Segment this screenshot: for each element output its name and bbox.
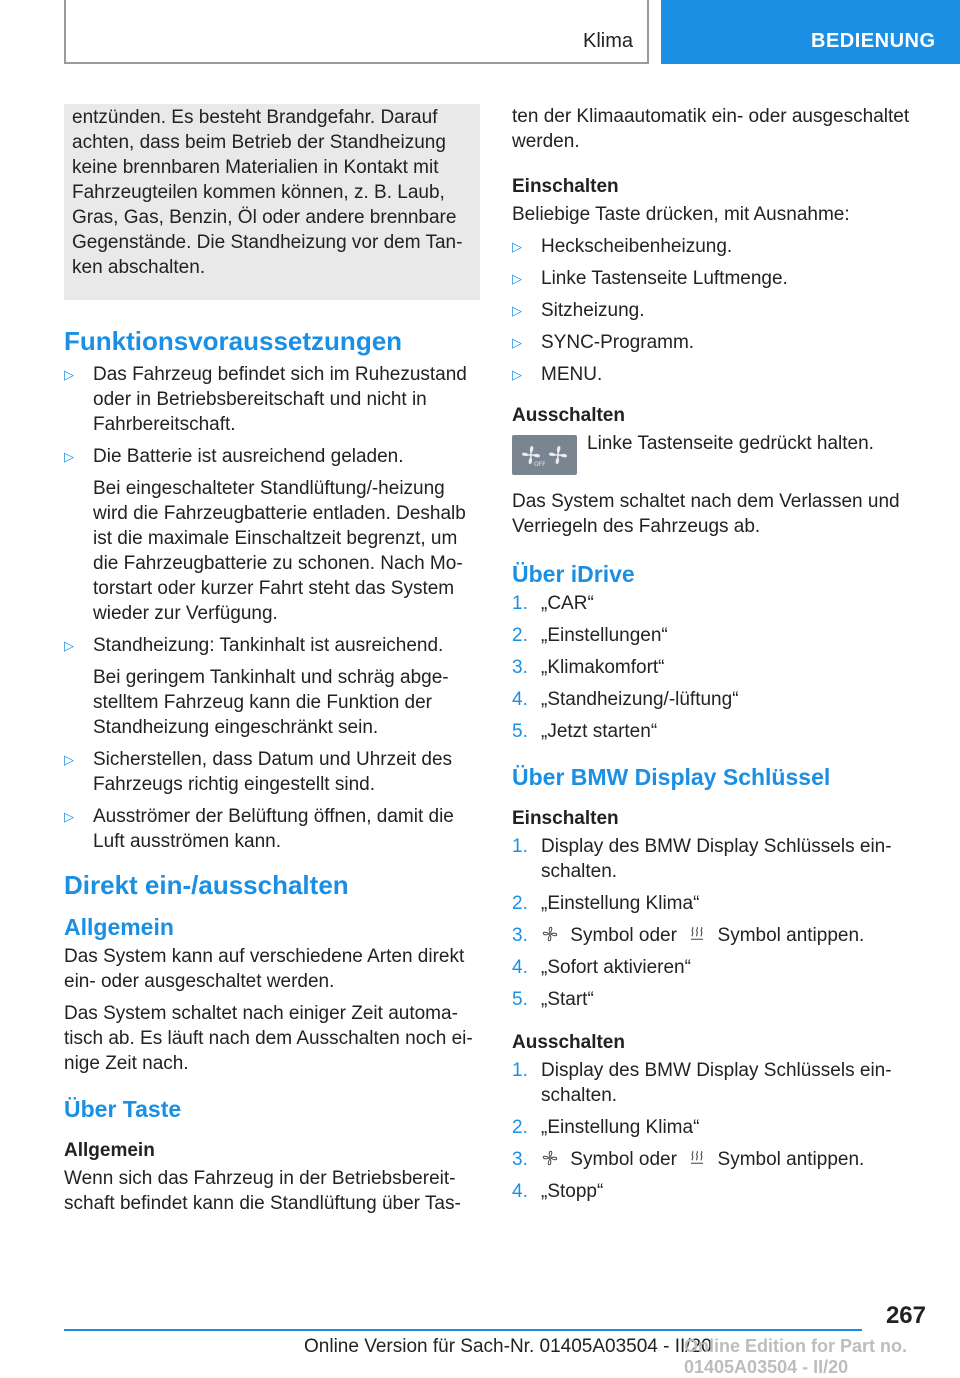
heading-ueber-idrive: Über iDrive <box>512 561 635 587</box>
list-item: 1. „CAR“ <box>512 593 594 614</box>
header-chapter-box <box>661 0 960 64</box>
list-item: 1. Display des BMW Display Schlüssels einschalten. <box>512 836 892 882</box>
list-item: 3. „Klimakomfort“ <box>512 657 665 678</box>
list-item: 3. Symbol oder Symbol antippen. <box>512 925 865 946</box>
list-item: ▷ Standheizung: Tankinhalt ist ausreichend. Bei geringem Tankinhalt und schräg abgestelltem Fahrzeug kann die Funktion der Standheizung eingeschränkt sein. <box>64 635 449 738</box>
triangle-bullet-icon: ▷ <box>512 335 522 350</box>
online-version-text: Online Version für Sach-Nr. 01405A03504 - II/20 <box>304 1336 712 1357</box>
list-item: 1. Display des BMW Display Schlüssels einschalten. <box>512 1060 892 1106</box>
heading-funktionsvoraussetzungen: Funktionsvoraussetzungen <box>64 326 403 356</box>
chapter-title: BEDIENUNG <box>811 30 936 52</box>
paragraph: Linke Tastenseite gedrückt halten. <box>587 433 874 454</box>
triangle-bullet-icon: ▷ <box>64 367 74 382</box>
list-item: ▷ Die Batterie ist ausreichend geladen. Bei eingeschalteter Standlüftung/-heizung wird die Fahrzeugbatterie entladen. Deshalb ist die maximale Einschaltzeit begrenzt, um die Fahrzeugbatterie zu schonen. Nach Motorstart oder kurzer Fahrt steht das System wieder zur Verfügung. <box>64 446 466 624</box>
list-item: ▷ MENU. <box>512 364 603 385</box>
list-item: 3. Symbol oder Symbol antippen. <box>512 1149 865 1170</box>
fan-icon <box>541 1149 559 1167</box>
paragraph: Das System schaltet nach dem Verlassen und Verriegeln des Fahrzeugs ab. <box>512 491 900 537</box>
list-item: 4. „Stopp“ <box>512 1181 604 1202</box>
list-item: 4. „Standheizung/-lüftung“ <box>512 689 739 710</box>
triangle-bullet-icon: ▷ <box>512 271 522 286</box>
page-number: 267 <box>885 1302 926 1329</box>
heading-ueber-taste: Über Taste <box>64 1096 182 1122</box>
list-item: ▷ Das Fahrzeug befindet sich im Ruhezustand oder in Betriebsbereitschaft und nicht in Fahrbereitschaft. <box>64 364 467 435</box>
subheading-einschalten: Einschalten <box>512 176 619 197</box>
list-item: ▷ SYNC-Programm. <box>512 332 695 353</box>
warning-box <box>64 104 480 300</box>
fan-button-image <box>512 435 577 475</box>
list-item: ▷ Ausströmer der Belüftung öffnen, damit die Luft ausströmen kann. <box>64 806 454 852</box>
footer <box>0 1332 960 1377</box>
paragraph: Wenn sich das Fahrzeug in der Betriebsbereitschaft befindet kann die Standlüftung über Tas- <box>64 1168 461 1214</box>
funktion-list <box>64 362 480 854</box>
ausschalten-block <box>512 431 922 475</box>
subheading-einschalten: Einschalten <box>512 808 619 829</box>
triangle-bullet-icon: ▷ <box>64 638 74 653</box>
list-item: 2. „Einstellungen“ <box>512 625 668 646</box>
left-column <box>64 104 480 1223</box>
list-item: ▷ Sitzheizung. <box>512 300 645 321</box>
heading-allgemein: Allgemein <box>64 914 174 940</box>
list-item: 5. „Jetzt starten“ <box>512 721 658 742</box>
triangle-bullet-icon: ▷ <box>512 367 522 382</box>
svg-text:OFF: OFF <box>534 461 546 468</box>
warning-text: entzünden. Es besteht Brandgefahr. Darauf achten, dass beim Betrieb der Standheizung keine brennbaren Materialien in Kontakt mit Fahrzeugteilen kommen können, z. B. Laub, Gras, Gas, Benzin, Öl oder andere brennbare Gegenstände. Die Standheizung vor dem Tanken abschalten. <box>72 107 463 278</box>
triangle-bullet-icon: ▷ <box>64 449 74 464</box>
subheading-allgemein: Allgemein <box>64 1140 155 1161</box>
subheading-ausschalten: Ausschalten <box>512 1032 625 1053</box>
display-aus-steps <box>512 1058 922 1204</box>
footer-divider <box>64 1329 862 1331</box>
list-item: 4. „Sofort aktivieren“ <box>512 957 691 978</box>
heading-display-schluessel: Über BMW Display Schlüssel <box>512 764 831 790</box>
triangle-bullet-icon: ▷ <box>64 809 74 824</box>
list-item: 5. „Start“ <box>512 989 594 1010</box>
watermark-text: Online Edition for Part no. 01405A03504 - II/20 <box>684 1336 907 1377</box>
fan-icon <box>546 443 570 467</box>
ausnahme-list <box>512 234 922 387</box>
heater-icon <box>688 1149 706 1167</box>
section-title: Klima <box>582 30 633 52</box>
idrive-steps <box>512 591 922 744</box>
list-item: 2. „Einstellung Klima“ <box>512 1117 700 1138</box>
fan-icon <box>541 925 559 943</box>
triangle-bullet-icon: ▷ <box>64 752 74 767</box>
header-section-box <box>64 0 649 64</box>
display-ein-steps <box>512 834 922 1012</box>
paragraph: Das System kann auf verschiedene Arten direkt ein- oder ausgeschaltet werden. <box>64 946 465 992</box>
heading-direkt: Direkt ein-/ausschalten <box>64 870 349 900</box>
list-item: ▷ Heckscheibenheizung. <box>512 236 733 257</box>
subheading-ausschalten: Ausschalten <box>512 405 625 426</box>
triangle-bullet-icon: ▷ <box>512 239 522 254</box>
paragraph: Beliebige Taste drücken, mit Ausnahme: <box>512 204 850 225</box>
list-item: 2. „Einstellung Klima“ <box>512 893 700 914</box>
heater-icon <box>688 925 706 943</box>
paragraph: ten der Klimaautomatik ein- oder ausgeschaltet werden. <box>512 106 910 152</box>
list-item: ▷ Linke Tastenseite Luftmenge. <box>512 268 788 289</box>
fan-off-icon <box>519 443 546 468</box>
list-item: ▷ Sicherstellen, dass Datum und Uhrzeit des Fahrzeugs richtig eingestellt sind. <box>64 749 453 795</box>
triangle-bullet-icon: ▷ <box>512 303 522 318</box>
right-column <box>512 104 922 1212</box>
paragraph: Das System schaltet nach einiger Zeit automatisch ab. Es läuft nach dem Ausschalten noch einige Zeit nach. <box>64 1003 473 1074</box>
